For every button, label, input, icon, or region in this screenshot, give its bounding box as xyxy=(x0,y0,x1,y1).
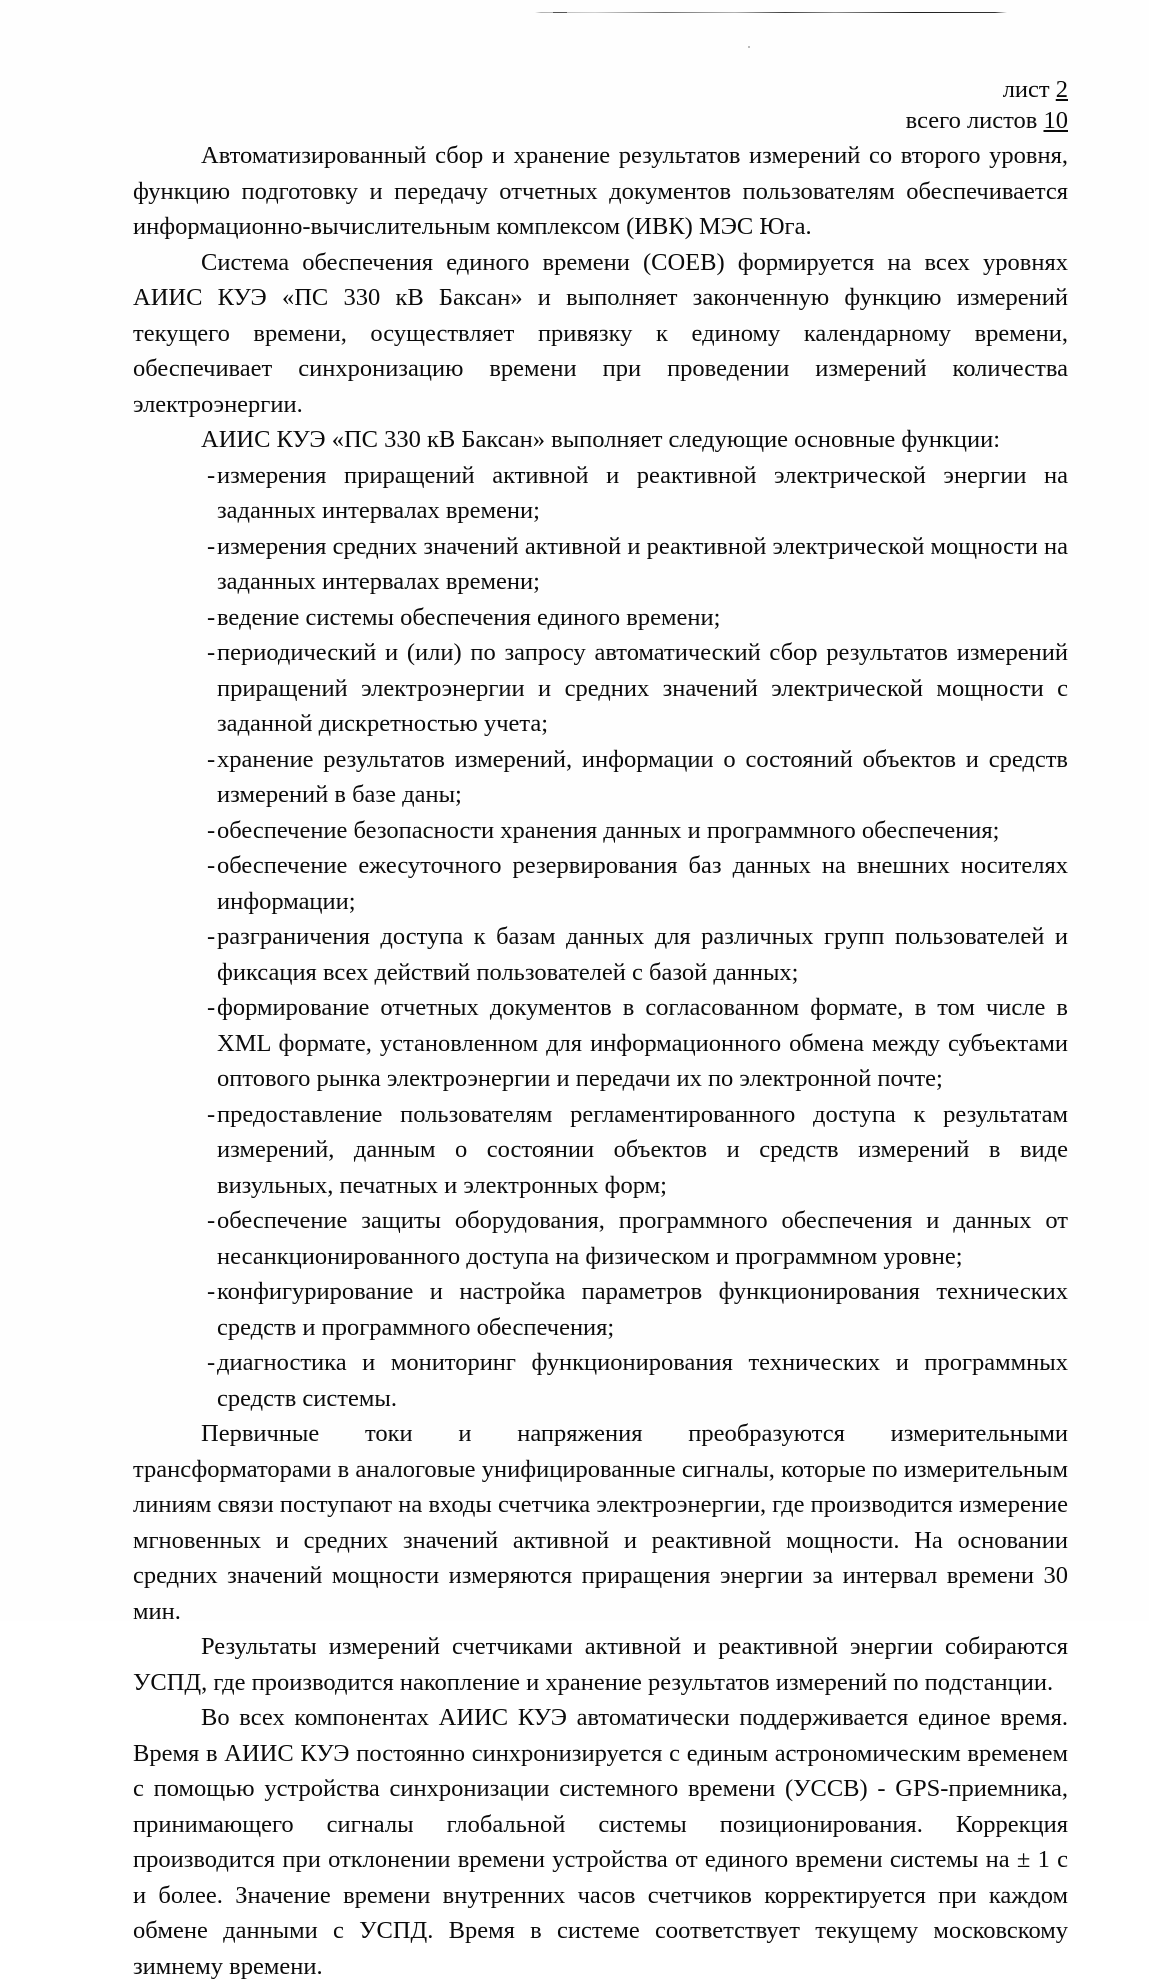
scan-artifact-dots xyxy=(553,12,567,13)
sheet-number-line xyxy=(133,74,1068,105)
list-item xyxy=(133,990,1068,1097)
paragraph-2: Система обеспечения единого времени (СОЕВ) формируется на всех уровнях АИИС КУЭ «ПС 330 кВ Баксан» и выполняет законченную функцию измерений текущего времени, осуществляет привязку к единому календарному времени, обеспечивает синхронизацию времени при проведении измерений количества электроэнергии. xyxy=(133,248,1068,418)
list-item-text: формирование отчетных документов в согласованном формате, в том числе в XML формате, установленном для информационного обмена между субъектами оптового рынка электроэнергии и передачи их по электронной почте; xyxy=(217,994,1068,1092)
scan-speck xyxy=(748,46,750,48)
list-item-text: обеспечение защиты оборудования, программного обеспечения и данных от несанкционированного доступа на физическом и программном уровне; xyxy=(217,1207,1068,1270)
list-item-text: диагностика и мониторинг функционирования технических и программных средств системы. xyxy=(217,1349,1068,1412)
list-item-text: конфигурирование и настройка параметров функционирования технических средств и программного обеспечения; xyxy=(217,1278,1068,1341)
list-item-text: обеспечение безопасности хранения данных и программного обеспечения; xyxy=(217,816,1000,844)
paragraph-1: Автоматизированный сбор и хранение результатов измерений со второго уровня, функцию подготовку и передачу отчетных документов пользователям обеспечивается информационно-вычислительным комплексом (ИВК) МЭС Юга. xyxy=(133,142,1068,240)
list-item-text: обеспечение ежесуточного резервирования баз данных на внешних носителях информации; xyxy=(217,852,1068,915)
paragraph-6: Во всех компонентах АИИС КУЭ автоматически поддерживается единое время. Время в АИИС КУЭ постоянно синхронизируется с единым астрономическим временем с помощью устройства синхронизации системного времени (УССВ) - GPS-приемника, принимающего сигналы глобальной системы позиционирования. Коррекция производится при отклонении времени устройства от единого времени системы на ± 1 с и более. Значение времени внутренних часов счетчиков корректируется при каждом обмене данными с УСПД. Время в системе соответствует текущему московскому зимнему времени. xyxy=(133,1704,1068,1980)
list-item xyxy=(133,1203,1068,1274)
list-item-text: измерения средних значений активной и реактивной электрической мощности на заданных интервалах времени; xyxy=(217,532,1068,595)
functions-list xyxy=(133,458,1068,1417)
paragraph-5: Результаты измерений счетчиками активной и реактивной энергии собираются УСПД, где производится накопление и хранение результатов измерений по подстанции. xyxy=(133,1633,1068,1696)
list-item-text: предоставление пользователям регламентированного доступа к результатам измерений, данным о состоянии объектов и средств измерений в виде визульных, печатных и электронных форм; xyxy=(217,1100,1068,1199)
page-header xyxy=(133,74,1068,136)
functions-intro: АИИС КУЭ «ПС 330 кВ Баксан» выполняет следующие основные функции: xyxy=(201,426,1001,453)
list-item xyxy=(133,529,1068,600)
list-item xyxy=(133,919,1068,990)
list-item-text: разграничения доступа к базам данных для различных групп пользователей и фиксация всех действий пользователей с базой данных; xyxy=(217,923,1068,986)
list-item-text: измерения приращений активной и реактивной электрической энергии на заданных интервалах времени; xyxy=(217,461,1068,524)
list-item xyxy=(133,1097,1068,1204)
list-item xyxy=(133,635,1068,742)
list-item xyxy=(133,600,1068,636)
list-item xyxy=(133,813,1068,849)
list-item-text: ведение системы обеспечения единого времени; xyxy=(217,603,721,631)
list-item xyxy=(133,742,1068,813)
list-item xyxy=(133,1274,1068,1345)
scan-artifact-line xyxy=(535,12,1007,13)
list-item-text: периодический и (или) по запросу автоматический сбор результатов измерений приращений электроэнергии и средних значений электрической мощности с заданной дискретностью учета; xyxy=(217,639,1068,737)
total-sheets-line xyxy=(133,105,1068,136)
document-content xyxy=(133,74,1068,1984)
paragraph-4: Первичные токи и напряжения преобразуются измерительными трансформаторами в аналоговые унифицированные сигналы, которые по измерительным линиям связи поступают на входы счетчика электроэнергии, где производится измерение мгновенных и средних значений активной и реактивной мощности. На основании средних значений мощности измеряются приращения энергии за интервал времени 30 мин. xyxy=(133,1420,1068,1625)
total-sheets-number: 10 xyxy=(1043,107,1068,134)
sheet-number: 2 xyxy=(1055,76,1068,103)
list-item-text: хранение результатов измерений, информации о состояний объектов и средств измерений в базе даны; xyxy=(217,745,1068,808)
list-item xyxy=(133,848,1068,919)
list-item xyxy=(133,458,1068,529)
sheet-label: лист xyxy=(1002,76,1050,103)
total-sheets-label: всего листов xyxy=(905,107,1038,134)
list-item xyxy=(133,1345,1068,1416)
